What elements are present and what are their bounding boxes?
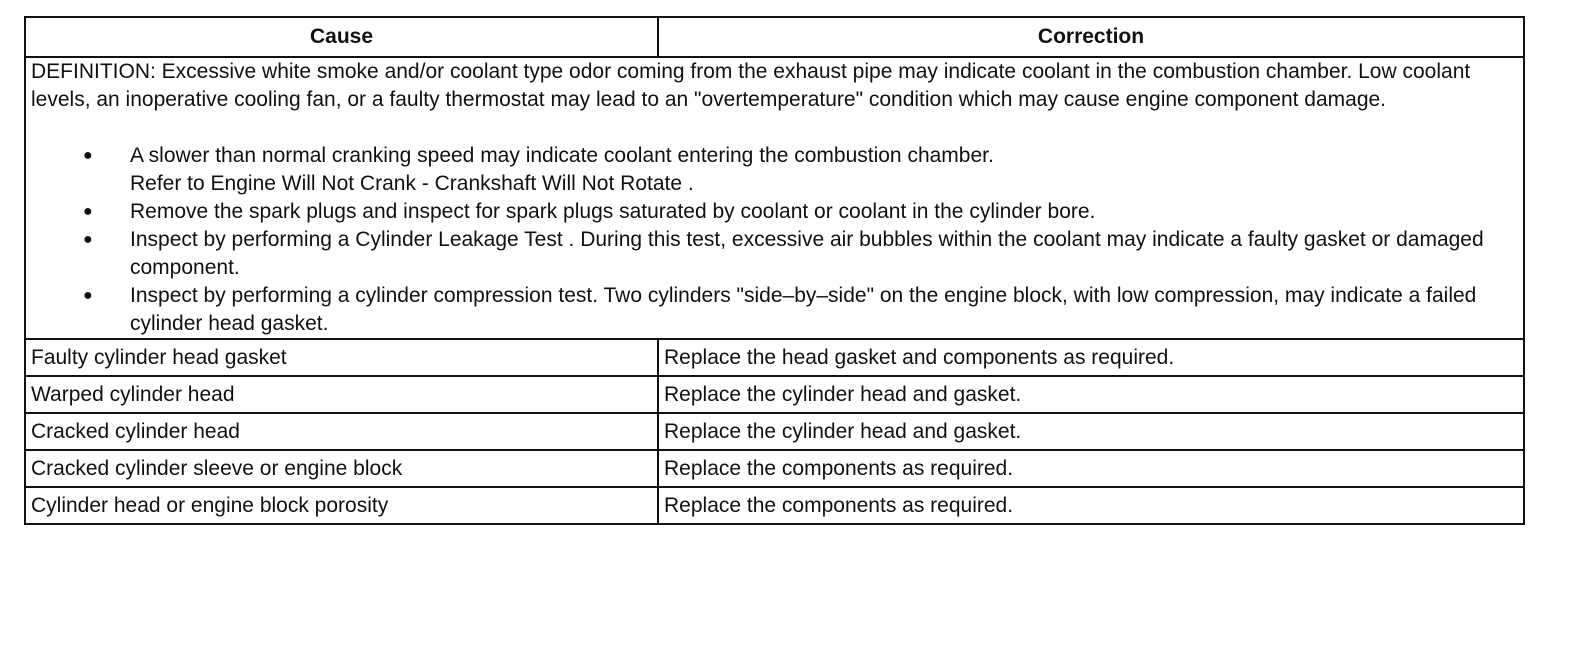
diagnostic-table <box>24 16 1525 525</box>
bullet-icon: ● <box>83 203 93 220</box>
table-row <box>25 339 1524 376</box>
inspection-item-text: Remove the spark plugs and inspect for spark plugs saturated by coolant or coolant in the cylinder bore. <box>130 200 1096 223</box>
inspection-item <box>31 226 1518 282</box>
table-row <box>25 487 1524 524</box>
table-row <box>25 376 1524 413</box>
table-row <box>25 413 1524 450</box>
correction-cell: Replace the cylinder head and gasket. <box>658 376 1524 413</box>
inspection-list <box>31 142 1518 338</box>
inspection-item-text: A slower than normal cranking speed may indicate coolant entering the combustion chamber. <box>130 144 994 167</box>
refer-link[interactable]: Refer to Engine Will Not Crank - Crankshaft Will Not Rotate . <box>130 172 694 195</box>
inspection-item <box>31 142 1518 198</box>
inspection-item-text: Inspect by performing a cylinder compression test. Two cylinders "side–by–side" on the engine block, with low compression, may indicate a failed cylinder head gasket. <box>130 284 1477 335</box>
bullet-icon: ● <box>83 147 93 164</box>
cause-cell: Cracked cylinder sleeve or engine block <box>25 450 658 487</box>
cause-cell: Faulty cylinder head gasket <box>25 339 658 376</box>
inspection-item <box>31 198 1518 226</box>
definition-cell <box>25 57 1524 339</box>
definition-row <box>25 57 1524 339</box>
correction-cell: Replace the components as required. <box>658 450 1524 487</box>
correction-cell: Replace the components as required. <box>658 487 1524 524</box>
correction-column-header: Correction <box>658 17 1524 57</box>
bullet-icon: ● <box>83 231 93 248</box>
inspection-item-text: Inspect by performing a Cylinder Leakage Test . During this test, excessive air bubbles within the coolant may indicate a faulty gasket or damaged component. <box>130 228 1484 279</box>
cause-column-header: Cause <box>25 17 658 57</box>
bullet-icon: ● <box>83 287 93 304</box>
cause-cell: Cracked cylinder head <box>25 413 658 450</box>
correction-cell: Replace the cylinder head and gasket. <box>658 413 1524 450</box>
table-row <box>25 450 1524 487</box>
header-row <box>25 17 1524 57</box>
cause-cell: Warped cylinder head <box>25 376 658 413</box>
cause-cell: Cylinder head or engine block porosity <box>25 487 658 524</box>
correction-cell: Replace the head gasket and components as required. <box>658 339 1524 376</box>
inspection-item <box>31 282 1518 338</box>
definition-text: DEFINITION: Excessive white smoke and/or coolant type odor coming from the exhaust pipe may indicate coolant in the combustion chamber. Low coolant levels, an inoperative cooling fan, or a faulty thermostat may lead to an "overtemperature" condition which may cause engine component damage. <box>31 60 1471 111</box>
